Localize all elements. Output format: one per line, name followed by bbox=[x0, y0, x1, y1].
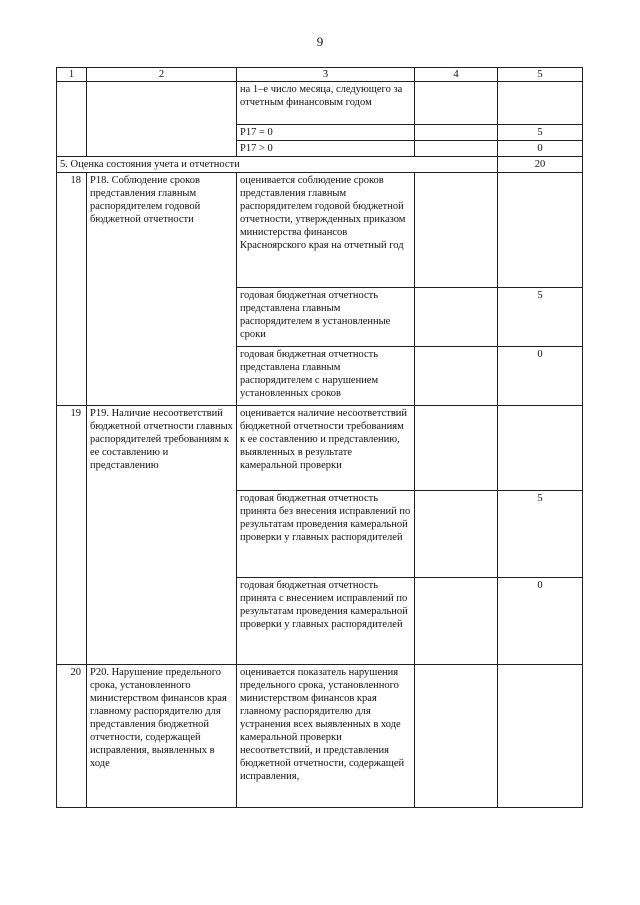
row-number: 19 bbox=[57, 406, 87, 665]
col-header-1: 1 bbox=[57, 68, 87, 82]
criterion-text: годовая бюджетная отчетность принята с внесением исправлений по результатам проведения камеральной проверки у главных распорядителей bbox=[237, 578, 415, 665]
table-row bbox=[57, 406, 583, 491]
row-number: 18 bbox=[57, 173, 87, 406]
section-title: 5. Оценка состояния учета и отчетности bbox=[57, 157, 498, 173]
criterion-text: P17 > 0 bbox=[237, 141, 415, 157]
col-header-3: 3 bbox=[237, 68, 415, 82]
criteria-table bbox=[56, 67, 583, 808]
criterion-text: оценивается показатель нарушения предельного срока, установленного министерством финансов края главному распорядителю для устранения всех выявленных в ходе камеральной проверки несоответствий, и представления бюджетной отчетности, содержащей исправления, bbox=[237, 665, 415, 808]
score-cell: 5 bbox=[498, 125, 583, 141]
score-cell: 0 bbox=[498, 578, 583, 665]
header-row bbox=[57, 68, 583, 82]
col-header-4: 4 bbox=[415, 68, 498, 82]
table-row bbox=[57, 173, 583, 288]
score-cell: 0 bbox=[498, 347, 583, 406]
section-row bbox=[57, 157, 583, 173]
indicator-name: P19. Наличие несоответствий бюджетной отчетности главных распорядителей требованиям к ее составлению и представлению bbox=[87, 406, 237, 665]
score-cell: 5 bbox=[498, 491, 583, 578]
row-number: 20 bbox=[57, 665, 87, 808]
table-row bbox=[57, 665, 583, 808]
criterion-text: годовая бюджетная отчетность принята без внесения исправлений по результатам проведения камеральной проверки у главных распорядителей bbox=[237, 491, 415, 578]
score-cell bbox=[498, 406, 583, 491]
page-number: 9 bbox=[316, 34, 324, 49]
criterion-text: на 1–е число месяца, следующего за отчетным финансовым годом bbox=[237, 82, 415, 125]
table-row bbox=[57, 82, 583, 125]
criterion-text: оценивается наличие несоответствий бюджетной отчетности требованиям к ее составлению и представлению, выявленных в результате камеральной проверки bbox=[237, 406, 415, 491]
indicator-name: P18. Соблюдение сроков представления главным распорядителем годовой бюджетной отчетности bbox=[87, 173, 237, 406]
criterion-text: годовая бюджетная отчетность представлена главным распорядителем с нарушением установленных сроков bbox=[237, 347, 415, 406]
criterion-text: P17 = 0 bbox=[237, 125, 415, 141]
score-cell: 0 bbox=[498, 141, 583, 157]
criterion-text: оценивается соблюдение сроков представления главным распорядителем годовой бюджетной отчетности, утвержденных приказом министерства финансов Красноярского края на отчетный год bbox=[237, 173, 415, 288]
col-header-5: 5 bbox=[498, 68, 583, 82]
criterion-text: годовая бюджетная отчетность представлена главным распорядителем в установленные сроки bbox=[237, 288, 415, 347]
score-cell bbox=[498, 665, 583, 808]
col-header-2: 2 bbox=[87, 68, 237, 82]
indicator-name: P20. Нарушение предельного срока, установленного министерством финансов края главному распорядителю для представления бюджетной отчетности, содержащей исправления, выявленных в ходе bbox=[87, 665, 237, 808]
score-cell: 5 bbox=[498, 288, 583, 347]
score-cell bbox=[498, 173, 583, 288]
section-score: 20 bbox=[498, 157, 583, 173]
